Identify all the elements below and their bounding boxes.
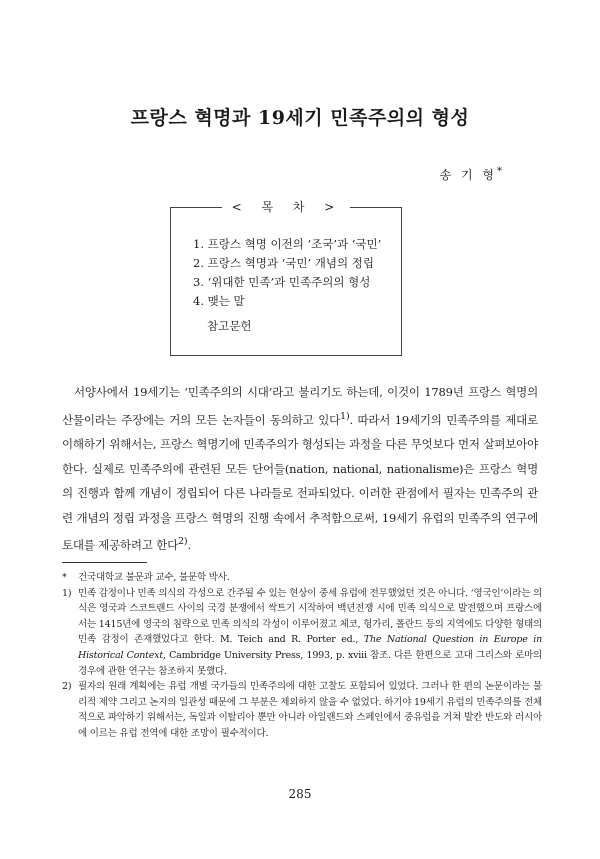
footnote-mark: 2) (62, 681, 72, 693)
toc-item: 3. ‘위대한 민족’과 민족주의의 형성 (193, 275, 371, 289)
toc-title: < 목 차 > (222, 198, 351, 216)
footnote-text-main: 민족 감정이나 민족 의식의 각성으로 간주될 수 있는 현상이 중세 유럽에 전무했었던 것은 아니다. ‘영국인’이라는 의식은 영국과 스코트랜드 사이의 국경 분쟁에서 싹트기 시작하여 백년전쟁 시에 민족 의식으로 발전했으며 프랑스에서는 1415년에 영국의 침략으로 민족 의식의 각성이 이루어졌고 체코, 헝가리, 폴란드 등의 지역에도 다양한 형태의 민족 감정이 존재했었다고 한다. M. Teich and R. Porter ed., (78, 587, 542, 646)
article-title: 프랑스 혁명과 19세기 민족주의의 형성 (130, 107, 470, 129)
footnotes (62, 570, 542, 742)
body-text-part2: . 따라서 19세기의 민족주의를 제대로 이해하기 위해서는, 프랑스 혁명기에 민족주의가 형성되는 과정을 다른 무엇보다 먼저 살펴보아야 한다. 실제로 민족주의에 관련된 모든 단어들(nation, national, nationalisme)은 프랑스 혁명의 진행과 함께 개념이 정립되어 다른 나라들로 전파되었다. 이러한 관점에서 필자는 민족주의 관련 개념의 정립 과정을 프랑스 혁명의 진행 속에서 추적함으로써, 19세기 유럽의 민족주의 연구에 토대를 제공하려고 한다 (62, 412, 538, 553)
author-footnote-mark: * (497, 166, 502, 177)
toc-item: 1. 프랑스 혁명 이전의 ‘조국’과 ‘국민’ (193, 237, 382, 251)
toc-rule-right (350, 207, 401, 208)
page-number: 285 (288, 787, 312, 801)
footnote-text: 건국대학교 불문과 교수, 불문학 박사. (78, 572, 230, 583)
footnote-text-tail: , Cambridge University Press, 1993, p. xviii 참조. 다른 한편으로 고대 그리스와 로마의 경우에 관한 연구는 참조하지 못했다. (78, 649, 543, 677)
table-of-contents (170, 200, 402, 356)
toc-item-references: 참고문헌 (207, 319, 252, 333)
footnote-text (78, 586, 542, 680)
footnote-text: 필자의 원래 계획에는 유럽 개별 국가들의 민족주의에 대한 고찰도 포함되어 있었다. 그러나 한 편의 논문이라는 물리적 제약 그리고 논지의 일관성 때문에 그 부분은 제외하지 않을 수 없었다. 하기야 19세기 유럽의 민족주의를 전체적으로 파악하기 위해서는, 독일과 이탈리아 뿐만 아니라 아일랜드와 스페인에서 중유럽을 거쳐 발칸 반도와 러시아에 이르는 유럽 전역에 대한 조망이 필수적이다. (78, 681, 542, 739)
toc-item: 2. 프랑스 혁명과 ‘국민’ 개념의 정립 (193, 256, 374, 270)
body-text-part1: 서양사에서 19세기는 ‘민족주의의 시대’라고 불리기도 하는데, 이것이 1789년 프랑스 혁명의 산물이라는 주장에는 거의 모든 논자들이 동의하고 있다 (62, 385, 538, 427)
footnote (62, 586, 542, 680)
footnote-ref-1: 1) (340, 410, 350, 422)
footnote-ref-2: 2) (178, 536, 188, 548)
author-byline (440, 166, 502, 183)
toc-rule-left (171, 207, 222, 208)
book-title: The National Question in Europe in Historical Context (78, 634, 542, 661)
author-name: 송 기 형 (439, 168, 497, 182)
footnote (62, 570, 542, 586)
toc-list (193, 235, 381, 311)
footnote-mark: 1) (62, 587, 72, 599)
footnote-divider (62, 562, 147, 563)
footnote (62, 679, 542, 741)
footnote-mark: * (62, 572, 67, 583)
toc-header (171, 198, 401, 216)
toc-item: 4. 맺는 말 (193, 294, 245, 308)
body-paragraph (62, 380, 538, 558)
body-text-end: . (187, 538, 191, 553)
